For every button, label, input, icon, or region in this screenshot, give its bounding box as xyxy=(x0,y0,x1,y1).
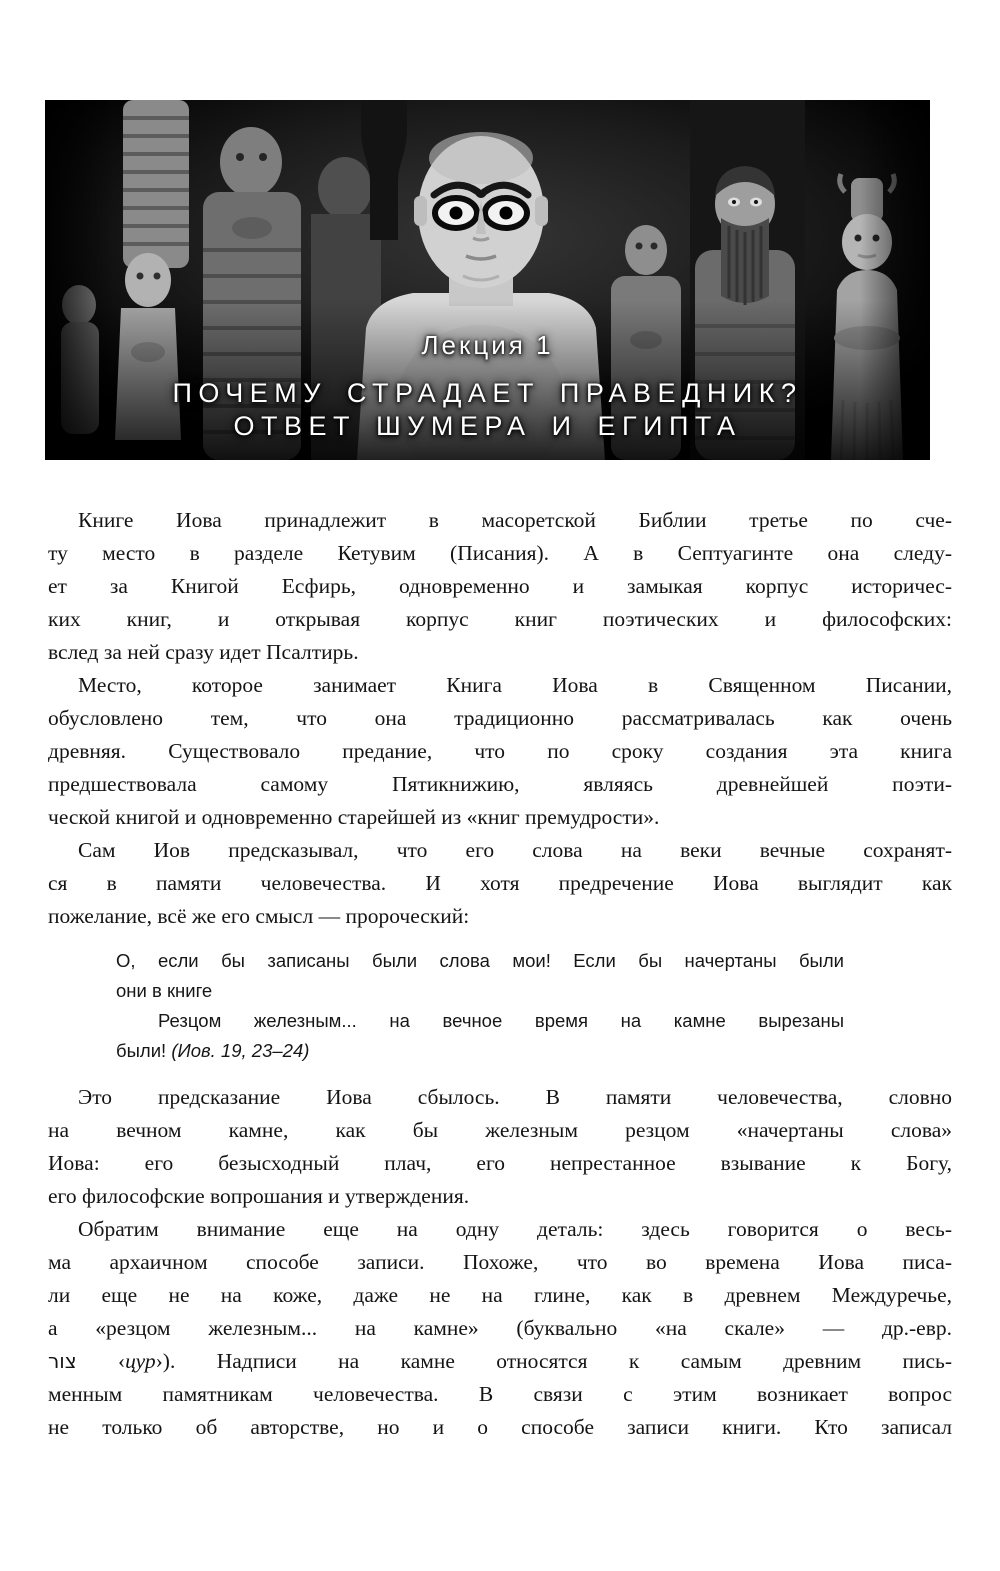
text-line: предшествовала самому Пятикнижию, являясь древнейшей поэти- xyxy=(48,772,952,796)
text-line: ли еще не на коже, даже не на глине, как в древнем Междуречье, xyxy=(48,1283,952,1307)
scripture-quote xyxy=(116,946,844,1066)
quote-line xyxy=(116,1036,844,1066)
text-line: Книге Иова принадлежит в масоретской Библии третье по сче- xyxy=(78,508,952,532)
paragraph-2 xyxy=(48,669,952,834)
fluted-column xyxy=(123,100,189,268)
quote-line: они в книге xyxy=(116,980,213,1001)
transliteration: цур xyxy=(125,1349,156,1373)
paragraph-5 xyxy=(48,1213,952,1444)
text-line-hebrew xyxy=(48,1345,952,1378)
text-line: ких книг, и открывая корпус книг поэтических и философских: xyxy=(48,607,952,631)
text-run: ‹ xyxy=(76,1349,126,1373)
quote-line: О, если бы записаны были слова мои! Если бы начертаны были xyxy=(116,950,844,971)
text-line: обусловлено тем, что она традиционно рассматривалась как очень xyxy=(48,706,952,730)
hebrew-word: צור xyxy=(48,1349,77,1373)
text-line: Место, которое занимает Книга Иова в Священном Писании, xyxy=(78,673,952,697)
text-line: ту место в разделе Кетувим (Писания). А в Септуагинте она следу- xyxy=(48,541,952,565)
text-line: древняя. Существовало предание, что по сроку создания эта книга xyxy=(48,739,952,763)
text-line: Иова: его безысходный плач, его непрестанное взывание к Богу, xyxy=(48,1151,952,1175)
paragraph-1 xyxy=(48,504,952,669)
text-line: пожелание, всё же его смысл — пророческий: xyxy=(48,904,470,928)
text-line: вслед за ней сразу идет Псалтирь. xyxy=(48,640,359,664)
chapter-photo xyxy=(45,100,930,460)
text-line: на вечном камне, как бы железным резцом «начертаны слова» xyxy=(48,1118,952,1142)
page-text xyxy=(48,504,952,1444)
text-line: ет за Книгой Есфирь, одновременно и замыкая корпус историчес- xyxy=(48,574,952,598)
text-line: Обратим внимание еще на одну деталь: здесь говорится о весь- xyxy=(78,1217,952,1241)
chapter-title-line1: ПОЧЕМУ СТРАДАЕТ ПРАВЕДНИК? xyxy=(172,378,803,408)
quote-text: были! xyxy=(116,1040,172,1061)
text-line: Это предсказание Иова сбылось. В памяти человечества, словно xyxy=(78,1085,952,1109)
text-line: менным памятникам человечества. В связи с этим возникает вопрос xyxy=(48,1382,952,1406)
text-line: ся в памяти человечества. И хотя предречение Иова выглядит как xyxy=(48,871,952,895)
text-run: ›). Надписи на камне относятся к самым древним пись- xyxy=(155,1349,952,1373)
text-line: не только об авторстве, но и о способе записи книги. Кто записал xyxy=(48,1415,952,1439)
text-line: его философские вопрошания и утверждения. xyxy=(48,1184,470,1208)
chapter-title-line2: ОТВЕТ ШУМЕРА И ЕГИПТА xyxy=(233,411,742,441)
lecture-label: Лекция 1 xyxy=(421,330,554,360)
text-line: Сам Иов предсказывал, что его слова на веки вечные сохранят- xyxy=(78,838,952,862)
text-line: ческой книгой и одновременно старейшей из «книг премудрости». xyxy=(48,805,660,829)
quote-citation: (Иов. 19, 23–24) xyxy=(171,1040,310,1061)
text-line: ма архаичном способе записи. Похоже, что во времена Иова писа- xyxy=(48,1250,952,1274)
paragraph-4 xyxy=(48,1081,952,1213)
paragraph-3 xyxy=(48,834,952,933)
quote-line: Резцом железным... на вечное время на камне вырезаны xyxy=(158,1010,844,1031)
text-line: а «резцом железным... на камне» (буквально «на скале» — др.-евр. xyxy=(48,1316,952,1340)
chapter-heading xyxy=(45,330,930,443)
